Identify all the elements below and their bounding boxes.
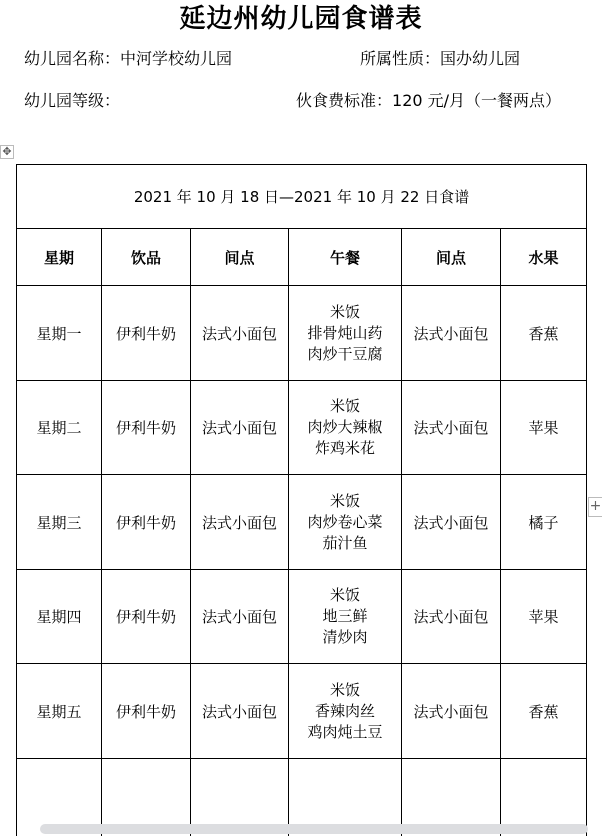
plus-icon[interactable]: + bbox=[588, 497, 602, 517]
table-caption: 2021 年 10 月 18 日—2021 年 10 月 22 日食谱 bbox=[17, 165, 587, 229]
snack2-cell: 法式小面包 bbox=[402, 570, 501, 664]
menu-table bbox=[16, 164, 587, 836]
lunch-item: 肉炒干豆腐 bbox=[307, 344, 383, 363]
fruit-cell: 香蕉 bbox=[501, 664, 587, 759]
drink-cell: 伊利牛奶 bbox=[102, 286, 191, 381]
drink-cell: 伊利牛奶 bbox=[102, 570, 191, 664]
snack2-cell: 法式小面包 bbox=[402, 475, 501, 570]
horizontal-scrollbar[interactable] bbox=[40, 824, 588, 834]
kindergarten-name bbox=[24, 48, 232, 70]
lunch-cell bbox=[289, 475, 402, 570]
table-caption-row bbox=[17, 165, 587, 229]
kindergarten-level bbox=[24, 90, 120, 112]
table-row bbox=[17, 664, 587, 759]
lunch-cell bbox=[289, 381, 402, 475]
lunch-item: 米饭 bbox=[329, 302, 360, 321]
kindergarten-level-label: 幼儿园等级： bbox=[24, 91, 121, 110]
kindergarten-nature-value: 国办幼儿园 bbox=[440, 49, 521, 68]
table-row bbox=[17, 570, 587, 664]
day-cell: 星期三 bbox=[17, 475, 102, 570]
lunch-item: 肉炒大辣椒 bbox=[307, 418, 383, 436]
move-arrows-icon[interactable]: ✥ bbox=[0, 145, 14, 159]
table-header-row bbox=[17, 229, 587, 286]
snack1-cell: 法式小面包 bbox=[191, 664, 289, 759]
header-day: 星期 bbox=[17, 229, 102, 286]
kindergarten-name-value: 中河学校幼儿园 bbox=[120, 49, 233, 68]
lunch-item: 茄汁鱼 bbox=[322, 533, 368, 552]
kindergarten-nature bbox=[360, 48, 520, 70]
header-snack-afternoon: 间点 bbox=[402, 229, 501, 286]
header-lunch: 午餐 bbox=[289, 229, 402, 286]
table-row bbox=[17, 286, 587, 381]
header-snack-morning: 间点 bbox=[191, 229, 289, 286]
lunch-cell bbox=[289, 286, 402, 381]
day-cell: 星期五 bbox=[17, 664, 102, 759]
day-cell: 星期四 bbox=[17, 570, 102, 664]
header-fruit: 水果 bbox=[501, 229, 587, 286]
header-drink: 饮品 bbox=[102, 229, 191, 286]
lunch-item: 清炒肉 bbox=[322, 628, 368, 646]
lunch-item: 米饭 bbox=[329, 397, 360, 415]
fruit-cell: 苹果 bbox=[501, 381, 587, 475]
lunch-item: 炸鸡米花 bbox=[314, 439, 375, 457]
table-row bbox=[17, 475, 587, 570]
table-row bbox=[17, 381, 587, 475]
lunch-item: 排骨炖山药 bbox=[307, 323, 383, 342]
snack1-cell: 法式小面包 bbox=[191, 570, 289, 664]
snack2-cell: 法式小面包 bbox=[402, 286, 501, 381]
lunch-item: 鸡肉炖土豆 bbox=[307, 722, 383, 741]
drink-cell: 伊利牛奶 bbox=[102, 664, 191, 759]
lunch-item: 米饭 bbox=[329, 491, 360, 510]
day-cell: 星期二 bbox=[17, 381, 102, 475]
drink-cell: 伊利牛奶 bbox=[102, 475, 191, 570]
kindergarten-nature-label: 所属性质： bbox=[360, 49, 441, 68]
fruit-cell: 苹果 bbox=[501, 570, 587, 664]
snack1-cell: 法式小面包 bbox=[191, 381, 289, 475]
lunch-cell bbox=[289, 664, 402, 759]
meal-fee-value: 120 元/月（一餐两点） bbox=[392, 91, 562, 110]
page-title: 延边州幼儿园食谱表 bbox=[179, 4, 423, 34]
lunch-item: 地三鲜 bbox=[322, 607, 368, 625]
drink-cell: 伊利牛奶 bbox=[102, 381, 191, 475]
meal-fee-standard bbox=[296, 90, 561, 112]
lunch-item: 香辣肉丝 bbox=[314, 701, 375, 720]
lunch-item: 米饭 bbox=[329, 680, 360, 699]
lunch-item: 米饭 bbox=[329, 586, 360, 604]
snack2-cell: 法式小面包 bbox=[402, 381, 501, 475]
snack1-cell: 法式小面包 bbox=[191, 286, 289, 381]
fruit-cell: 橘子 bbox=[501, 475, 587, 570]
snack2-cell: 法式小面包 bbox=[402, 664, 501, 759]
lunch-cell bbox=[289, 570, 402, 664]
kindergarten-name-label: 幼儿园名称： bbox=[24, 49, 121, 68]
snack1-cell: 法式小面包 bbox=[191, 475, 289, 570]
meal-fee-label: 伙食费标准： bbox=[296, 91, 393, 110]
lunch-item: 肉炒卷心菜 bbox=[307, 512, 383, 531]
fruit-cell: 香蕉 bbox=[501, 286, 587, 381]
day-cell: 星期一 bbox=[17, 286, 102, 381]
